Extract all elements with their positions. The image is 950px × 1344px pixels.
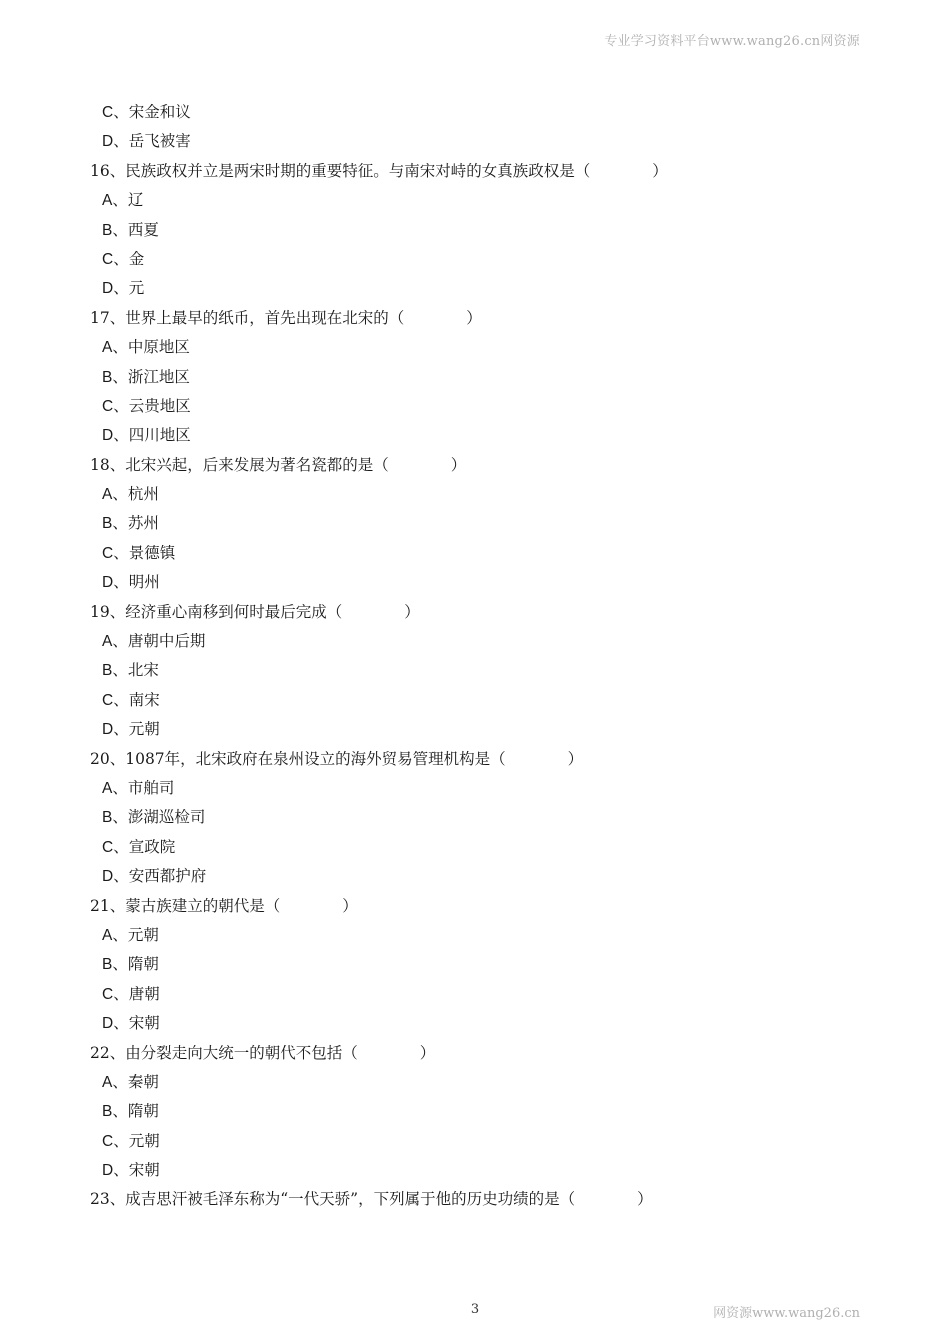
option-letter: B、 [102, 1103, 128, 1121]
answer-option [90, 833, 870, 862]
header-watermark: 专业学习资料平台www.wang26.cn网资源 [604, 34, 860, 49]
option-text: 宋金和议 [128, 103, 191, 121]
answer-option [90, 539, 870, 568]
option-letter: C、 [102, 985, 129, 1003]
question-list [90, 98, 870, 1215]
answer-option [90, 921, 870, 950]
option-text: 元朝 [128, 720, 160, 739]
option-text: 澎湖巡检司 [127, 808, 206, 827]
option-letter: C、 [102, 250, 129, 268]
answer-option [90, 774, 870, 803]
answer-option [90, 1009, 870, 1038]
answer-option [90, 98, 870, 127]
option-letter: A、 [102, 779, 128, 797]
option-text: 明州 [128, 573, 160, 592]
answer-option [90, 333, 870, 362]
answer-option [90, 186, 870, 215]
option-text: 秦朝 [127, 1072, 159, 1091]
answer-option [90, 127, 870, 156]
option-letter: B、 [102, 809, 128, 827]
option-text: 市舶司 [127, 778, 175, 797]
option-letter: D、 [102, 868, 129, 886]
question-stem [90, 745, 870, 774]
option-letter: A、 [102, 633, 128, 651]
option-text: 杭州 [127, 485, 159, 504]
option-letter: A、 [102, 486, 128, 504]
answer-option [90, 803, 870, 832]
footer-watermark: 网资源www.wang26.cn [713, 1306, 860, 1321]
answer-option [90, 245, 870, 274]
question-stem [90, 598, 870, 627]
option-text: 安西都护府 [128, 867, 207, 886]
question-text: 21、蒙古族建立的朝代是（ ） [90, 896, 358, 915]
answer-option [90, 1156, 870, 1185]
option-text: 唐朝 [128, 984, 160, 1003]
option-letter: D、 [102, 133, 129, 151]
answer-option [90, 274, 870, 303]
option-letter: A、 [102, 339, 128, 357]
answer-option [90, 392, 870, 421]
option-letter: D、 [102, 574, 129, 592]
option-text: 景德镇 [128, 543, 176, 562]
option-text: 唐朝中后期 [127, 632, 206, 651]
answer-option [90, 363, 870, 392]
question-text: 16、民族政权并立是两宋时期的重要特征。与南宋对峙的女真族政权是（ ） [90, 161, 668, 180]
option-letter: A、 [102, 926, 128, 944]
question-text: 22、由分裂走向大统一的朝代不包括（ ） [90, 1043, 436, 1062]
option-letter: D、 [102, 721, 129, 739]
option-text: 苏州 [127, 514, 159, 533]
option-letter: D、 [102, 427, 129, 445]
option-text: 中原地区 [127, 338, 190, 357]
option-letter: D、 [102, 280, 129, 298]
answer-option [90, 627, 870, 656]
option-text: 金 [128, 249, 145, 268]
question-stem [90, 1039, 870, 1068]
question-stem [90, 892, 870, 921]
answer-option [90, 686, 870, 715]
question-stem [90, 1185, 870, 1214]
answer-option [90, 568, 870, 597]
question-text: 20、1087年，北宋政府在泉州设立的海外贸易管理机构是（ ） [90, 749, 584, 768]
option-letter: A、 [102, 192, 128, 210]
option-text: 北宋 [127, 661, 159, 680]
option-text: 浙江地区 [127, 367, 190, 386]
question-text: 17、世界上最早的纸币，首先出现在北宋的（ ） [90, 308, 482, 327]
option-letter: C、 [102, 397, 129, 415]
option-text: 四川地区 [128, 426, 191, 445]
question-stem [90, 304, 870, 333]
option-text: 元朝 [127, 925, 159, 944]
option-text: 辽 [127, 191, 144, 210]
question-text: 19、经济重心南移到何时最后完成（ ） [90, 602, 420, 621]
option-letter: B、 [102, 662, 128, 680]
question-text: 23、成吉思汗被毛泽东称为“一代天骄”，下列属于他的历史功绩的是（ ） [90, 1190, 653, 1209]
page-number: 3 [470, 1302, 480, 1317]
option-letter: D、 [102, 1015, 129, 1033]
answer-option [90, 421, 870, 450]
question-stem [90, 157, 870, 186]
option-letter: B、 [102, 368, 128, 386]
option-letter: B、 [102, 956, 128, 974]
answer-option [90, 1068, 870, 1097]
option-letter: C、 [102, 838, 129, 856]
answer-option [90, 1097, 870, 1126]
option-text: 岳飞被害 [128, 132, 191, 151]
option-text: 隋朝 [127, 955, 159, 974]
option-text: 元朝 [128, 1131, 160, 1150]
option-text: 宣政院 [128, 837, 176, 856]
option-text: 西夏 [127, 220, 159, 239]
answer-option [90, 480, 870, 509]
option-text: 南宋 [128, 690, 160, 709]
answer-option [90, 950, 870, 979]
option-letter: A、 [102, 1073, 128, 1091]
option-letter: C、 [102, 1132, 129, 1150]
question-text: 18、北宋兴起，后来发展为著名瓷都的是（ ） [90, 455, 467, 474]
option-text: 隋朝 [127, 1102, 159, 1121]
answer-option [90, 656, 870, 685]
answer-option [90, 715, 870, 744]
option-letter: D、 [102, 1162, 129, 1180]
answer-option [90, 216, 870, 245]
option-text: 云贵地区 [128, 396, 191, 415]
option-letter: B、 [102, 515, 128, 533]
option-text: 宋朝 [128, 1161, 160, 1180]
answer-option [90, 862, 870, 891]
answer-option [90, 1127, 870, 1156]
option-letter: C、 [102, 104, 129, 121]
option-letter: C、 [102, 691, 129, 709]
option-text: 宋朝 [128, 1014, 160, 1033]
answer-option [90, 509, 870, 538]
option-letter: B、 [102, 221, 128, 239]
question-stem [90, 451, 870, 480]
option-text: 元 [128, 279, 145, 298]
option-letter: C、 [102, 544, 129, 562]
answer-option [90, 980, 870, 1009]
